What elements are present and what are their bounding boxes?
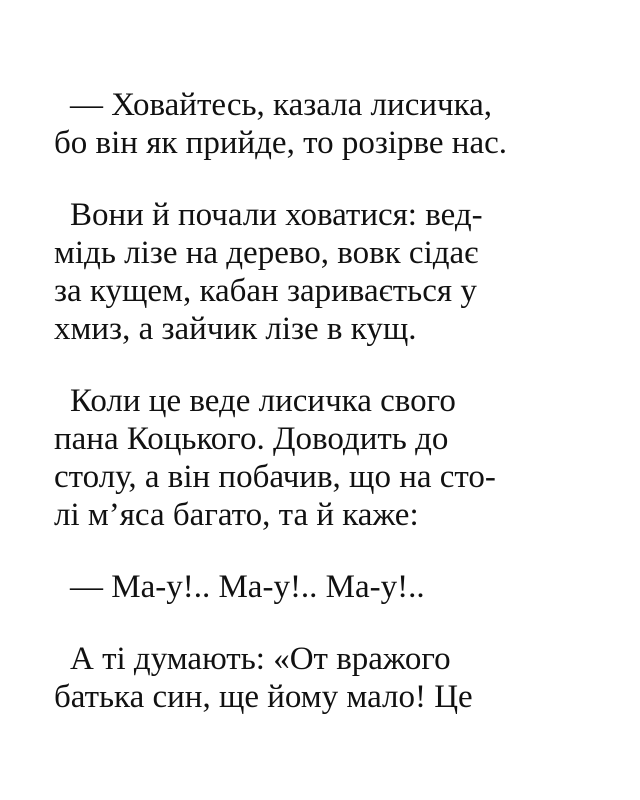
paragraph-1 xyxy=(54,86,600,162)
text-line: — Ховайтесь, казала лисичка, xyxy=(70,87,493,123)
text-line: хмиз, а зайчик лізе в кущ. xyxy=(54,311,417,347)
text-line: Вони й почали ховатися: вед- xyxy=(70,197,483,233)
text-line: бо він як прийде, то розірве нас. xyxy=(54,125,508,161)
paragraph-5 xyxy=(54,640,600,716)
paragraph-3 xyxy=(54,382,600,534)
text-line: столу, а він побачив, що на сто- xyxy=(54,459,496,495)
paragraph-4 xyxy=(54,568,600,606)
paragraph-2 xyxy=(54,196,600,348)
text-line: батька син, ще йому мало! Це xyxy=(54,679,473,715)
text-line: мідь лізе на дерево, вовк сідає xyxy=(54,235,479,271)
text-line: пана Коцького. Доводить до xyxy=(54,421,449,457)
text-line: за кущем, кабан заривається у xyxy=(54,273,477,309)
text-line: А ті думають: «От вражого xyxy=(70,641,451,677)
text-line: — Ма-у!.. Ма-у!.. Ма-у!.. xyxy=(70,569,425,605)
text-line: лі м’яса багато, та й каже: xyxy=(54,497,419,533)
text-line: Коли це веде лисичка свого xyxy=(70,383,456,419)
